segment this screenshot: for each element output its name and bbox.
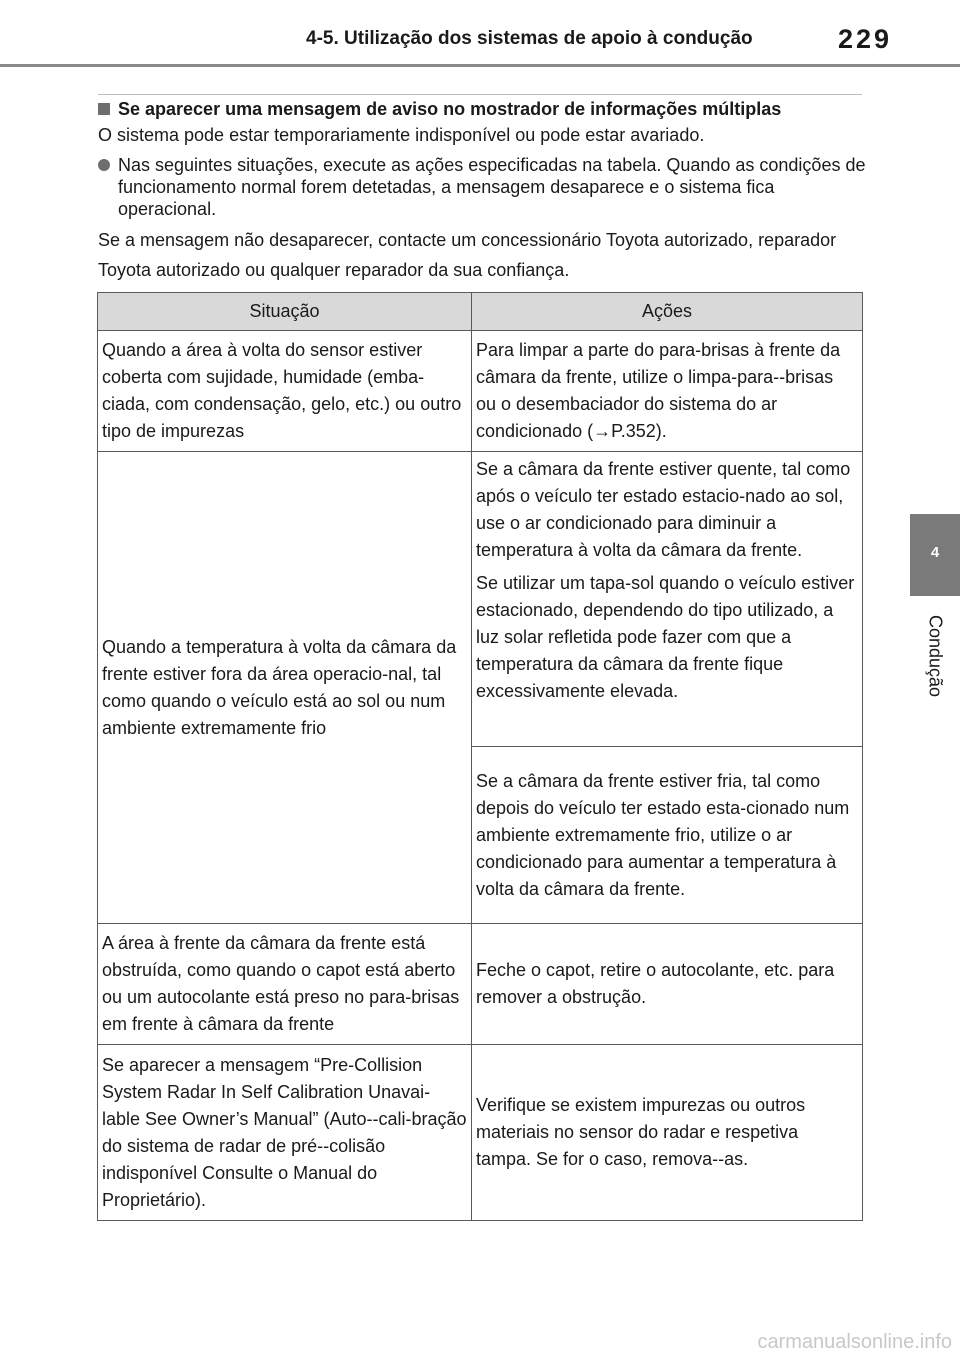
circle-bullet-icon xyxy=(98,159,110,171)
situation-cell xyxy=(98,1045,472,1221)
square-bullet-icon xyxy=(98,103,110,115)
intro-paragraph: O sistema pode estar temporariamente indisponível ou pode estar avariado. xyxy=(98,125,705,145)
table-header-row xyxy=(98,293,863,331)
situation-text: Quando a temperatura à volta da câmara da frente estiver fora da área operacio-nal, tal como quando o veículo está ao sol ou num ambiente extremamente frio xyxy=(102,636,457,738)
table-row xyxy=(98,331,863,452)
section-heading xyxy=(98,98,878,120)
header-situation: Situação xyxy=(98,293,472,331)
action-text: Se utilizar um tapa-sol quando o veículo estiver estacionado, dependendo do tipo utilizado, a luz solar refletida pode fazer com que a temperatura da câmara da frente fique excessivamente elevada. xyxy=(476,573,855,701)
situation-cell xyxy=(98,331,472,452)
actions-cell xyxy=(472,924,863,1045)
bullet-item xyxy=(98,154,868,220)
closing-paragraph: Se a mensagem não desaparecer, contacte um concessionário Toyota autorizado, reparador Toyota autorizado ou qualquer reparador da sua confiança. xyxy=(98,230,837,280)
situation-text: Quando a área à volta do sensor estiver coberta com sujidade, humidade (emba-ciada, com condensação, gelo, etc.) ou outro tipo de impurezas xyxy=(102,340,462,441)
situation-text: Se aparecer a mensagem “Pre-Collision System Radar In Self Calibration Unavai-lable See Owner’s Manual” (Auto--cali-bração do sistema de radar de pré--colisão indisponível Consulte o Manual do Proprietário). xyxy=(102,1054,467,1210)
section-heading-text: Se aparecer uma mensagem de aviso no mostrador de informações múltiplas xyxy=(118,99,782,119)
header-divider xyxy=(0,64,960,67)
actions-cell xyxy=(472,747,863,924)
action-text: Se a câmara da frente estiver fria, tal como depois do veículo ter estado esta-cionado num ambiente extremamente frio, utilize o ar condicionado para aumentar a temperatura à volta da câmara da frente. xyxy=(476,770,850,899)
action-text: Feche o capot, retire o autocolante, etc. para remover a obstrução. xyxy=(476,960,835,1007)
situations-table xyxy=(97,292,863,1221)
bullet-text: Nas seguintes situações, execute as ações especificadas na tabela. Quando as condições de funcionamento normal forem detetadas, a mensagem desaparece e o sistema fica operacional. xyxy=(118,155,866,219)
actions-cell xyxy=(472,1045,863,1221)
actions-cell xyxy=(472,452,863,747)
page-number: 229 xyxy=(838,24,893,54)
table-row xyxy=(98,452,863,747)
table-row xyxy=(98,924,863,1045)
actions-cell xyxy=(472,331,863,452)
table-row xyxy=(98,1045,863,1221)
action-text: Verifique se existem impurezas ou outros materiais no sensor do radar e respetiva tampa. Se for o caso, remova--as. xyxy=(476,1095,806,1169)
section-divider xyxy=(98,94,862,95)
action-text: Para limpar a parte do para-brisas à frente da câmara da frente, utilize o limpa-para--brisas ou o desembaciador do sistema do ar condicionado (→P.352). xyxy=(476,340,841,441)
watermark: carmanualsonline.info xyxy=(757,1331,952,1353)
action-text: Se a câmara da frente estiver quente, tal como após o veículo ter estado estacio-nado ao sol, use o ar condicionado para diminuir a temperatura à volta da câmara da frente. xyxy=(476,459,851,560)
header-actions: Ações xyxy=(472,293,863,331)
situation-cell xyxy=(98,452,472,924)
chapter-tab-number: 4 xyxy=(930,544,940,561)
chapter-tab-label: Condução xyxy=(925,614,946,698)
chapter-tab xyxy=(910,514,960,596)
situation-text: A área à frente da câmara da frente está obstruída, como quando o capot está aberto ou um autocolante está preso no para-brisas em frente à câmara da frente xyxy=(102,933,460,1034)
chapter-title: 4-5. Utilização dos sistemas de apoio à condução xyxy=(306,28,753,49)
situation-cell xyxy=(98,924,472,1045)
